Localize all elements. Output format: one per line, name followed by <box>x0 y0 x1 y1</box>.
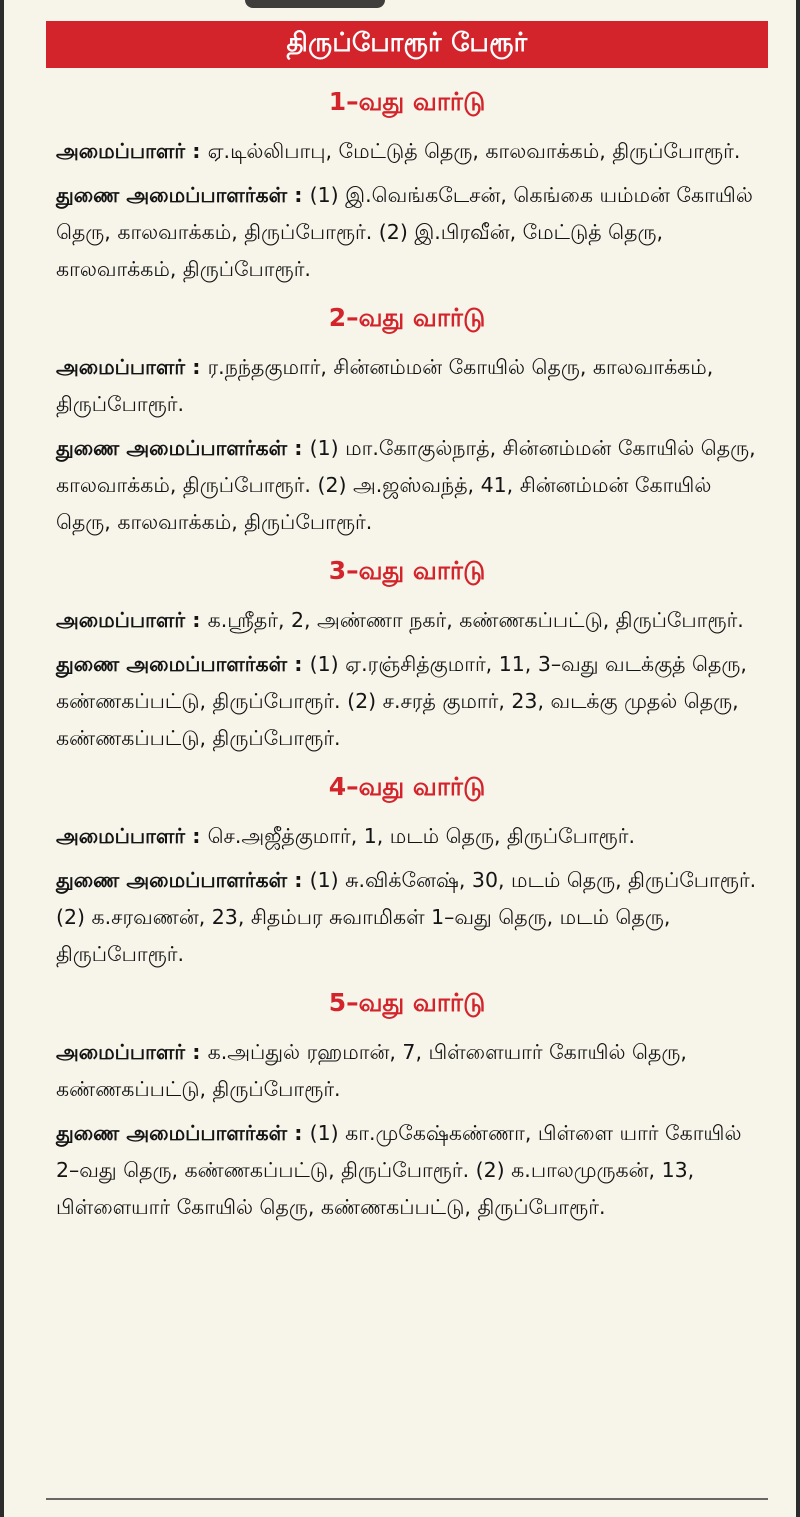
right-page-border <box>796 0 800 1517</box>
organizer-entry <box>56 133 758 170</box>
label-separator: : <box>185 1040 208 1064</box>
assistant-organizers-label: துணை அமைப்பாளர்கள் <box>56 183 288 207</box>
assistant-organizers-entry <box>56 177 758 288</box>
ward-section-4 <box>56 770 758 973</box>
ward-title: 2–வது வார்டு <box>328 303 486 332</box>
label-separator: : <box>287 652 310 676</box>
assistant-organizers-entry <box>56 430 758 541</box>
assistant-organizers-entry <box>56 862 758 973</box>
label-separator: : <box>287 868 310 892</box>
assistant-organizers-entry <box>56 1115 758 1226</box>
organizer-text: செ.அஜீத்குமார், 1, மடம் தெரு, திருப்போரூர். <box>207 824 635 848</box>
ward-section-2 <box>56 301 758 541</box>
ward-section-1 <box>56 85 758 288</box>
ward-list <box>56 72 758 1233</box>
bottom-page-border <box>46 1498 768 1500</box>
organizer-label: அமைப்பாளர் <box>56 355 186 379</box>
ward-title: 3–வது வார்டு <box>328 556 486 585</box>
label-separator: : <box>287 436 310 460</box>
assistant-organizers-entry <box>56 646 758 757</box>
left-page-border <box>0 0 4 1517</box>
label-separator: : <box>185 608 208 632</box>
ward-title: 5–வது வார்டு <box>328 988 486 1017</box>
assistant-organizers-text: (1) இ.வெங்கடேசன், கெங்கை யம்மன் கோயில் தெரு, காலவாக்கம், திருப்போரூர். (2) இ.பிரவீன், மேட்டுத் தெரு, காலவாக்கம், திருப்போரூர். <box>56 183 753 281</box>
organizer-label: அமைப்பாளர் <box>56 608 186 632</box>
top-crop-mark <box>245 0 385 8</box>
label-separator: : <box>185 355 208 379</box>
assistant-organizers-label: துணை அமைப்பாளர்கள் <box>56 652 288 676</box>
ward-title: 4–வது வார்டு <box>328 772 486 801</box>
assistant-organizers-label: துணை அமைப்பாளர்கள் <box>56 436 288 460</box>
organizer-entry <box>56 349 758 423</box>
page-title: திருப்போரூர் பேரூர் <box>286 28 528 58</box>
organizer-label: அமைப்பாளர் <box>56 1040 186 1064</box>
assistant-organizers-text: (1) மா.கோகுல்நாத், சின்னம்மன் கோயில் தெரு, காலவாக்கம், திருப்போரூர். (2) அ.ஜஸ்வந்த், 41, சின்னம்மன் கோயில் தெரு, காலவாக்கம், திருப்போரூர். <box>56 436 756 534</box>
ward-section-5 <box>56 986 758 1226</box>
ward-section-3 <box>56 554 758 757</box>
page-title-banner <box>46 21 768 68</box>
organizer-text: ஏ.டில்லிபாபு, மேட்டுத் தெரு, காலவாக்கம், திருப்போரூர். <box>207 139 741 163</box>
organizer-entry <box>56 818 758 855</box>
assistant-organizers-label: துணை அமைப்பாளர்கள் <box>56 1121 288 1145</box>
organizer-text: க.ஸ்ரீதர், 2, அண்ணா நகர், கண்ணகப்பட்டு, திருப்போரூர். <box>207 608 744 632</box>
label-separator: : <box>287 1121 310 1145</box>
label-separator: : <box>185 824 208 848</box>
organizer-entry <box>56 1034 758 1108</box>
assistant-organizers-text: (1) ஏ.ரஞ்சித்குமார், 11, 3–வது வடக்குத் தெரு, கண்ணகப்பட்டு, திருப்போரூர். (2) ச.சரத் குமார், 23, வடக்கு முதல் தெரு, கண்ணகப்பட்டு, திருப்போரூர். <box>56 652 747 750</box>
organizer-text: க.அப்துல் ரஹமான், 7, பிள்ளையார் கோயில் தெரு, கண்ணகப்பட்டு, திருப்போரூர். <box>56 1040 687 1101</box>
organizer-label: அமைப்பாளர் <box>56 139 186 163</box>
label-separator: : <box>287 183 310 207</box>
assistant-organizers-text: (1) கா.முகேஷ்கண்ணா, பிள்ளை யார் கோயில் 2–வது தெரு, கண்ணகப்பட்டு, திருப்போரூர். (2) க.பாலமுருகன், 13, பிள்ளையார் கோயில் தெரு, கண்ணகப்பட்டு, திருப்போரூர். <box>56 1121 742 1219</box>
organizer-label: அமைப்பாளர் <box>56 824 186 848</box>
organizer-entry <box>56 602 758 639</box>
ward-title: 1–வது வார்டு <box>328 87 486 116</box>
assistant-organizers-text: (1) சு.விக்னேஷ், 30, மடம் தெரு, திருப்போரூர். (2) க.சரவணன், 23, சிதம்பர சுவாமிகள் 1–வது தெரு, மடம் தெரு, திருப்போரூர். <box>56 868 757 966</box>
label-separator: : <box>185 139 208 163</box>
organizer-text: ர.நந்தகுமார், சின்னம்மன் கோயில் தெரு, காலவாக்கம், திருப்போரூர். <box>56 355 714 416</box>
assistant-organizers-label: துணை அமைப்பாளர்கள் <box>56 868 288 892</box>
